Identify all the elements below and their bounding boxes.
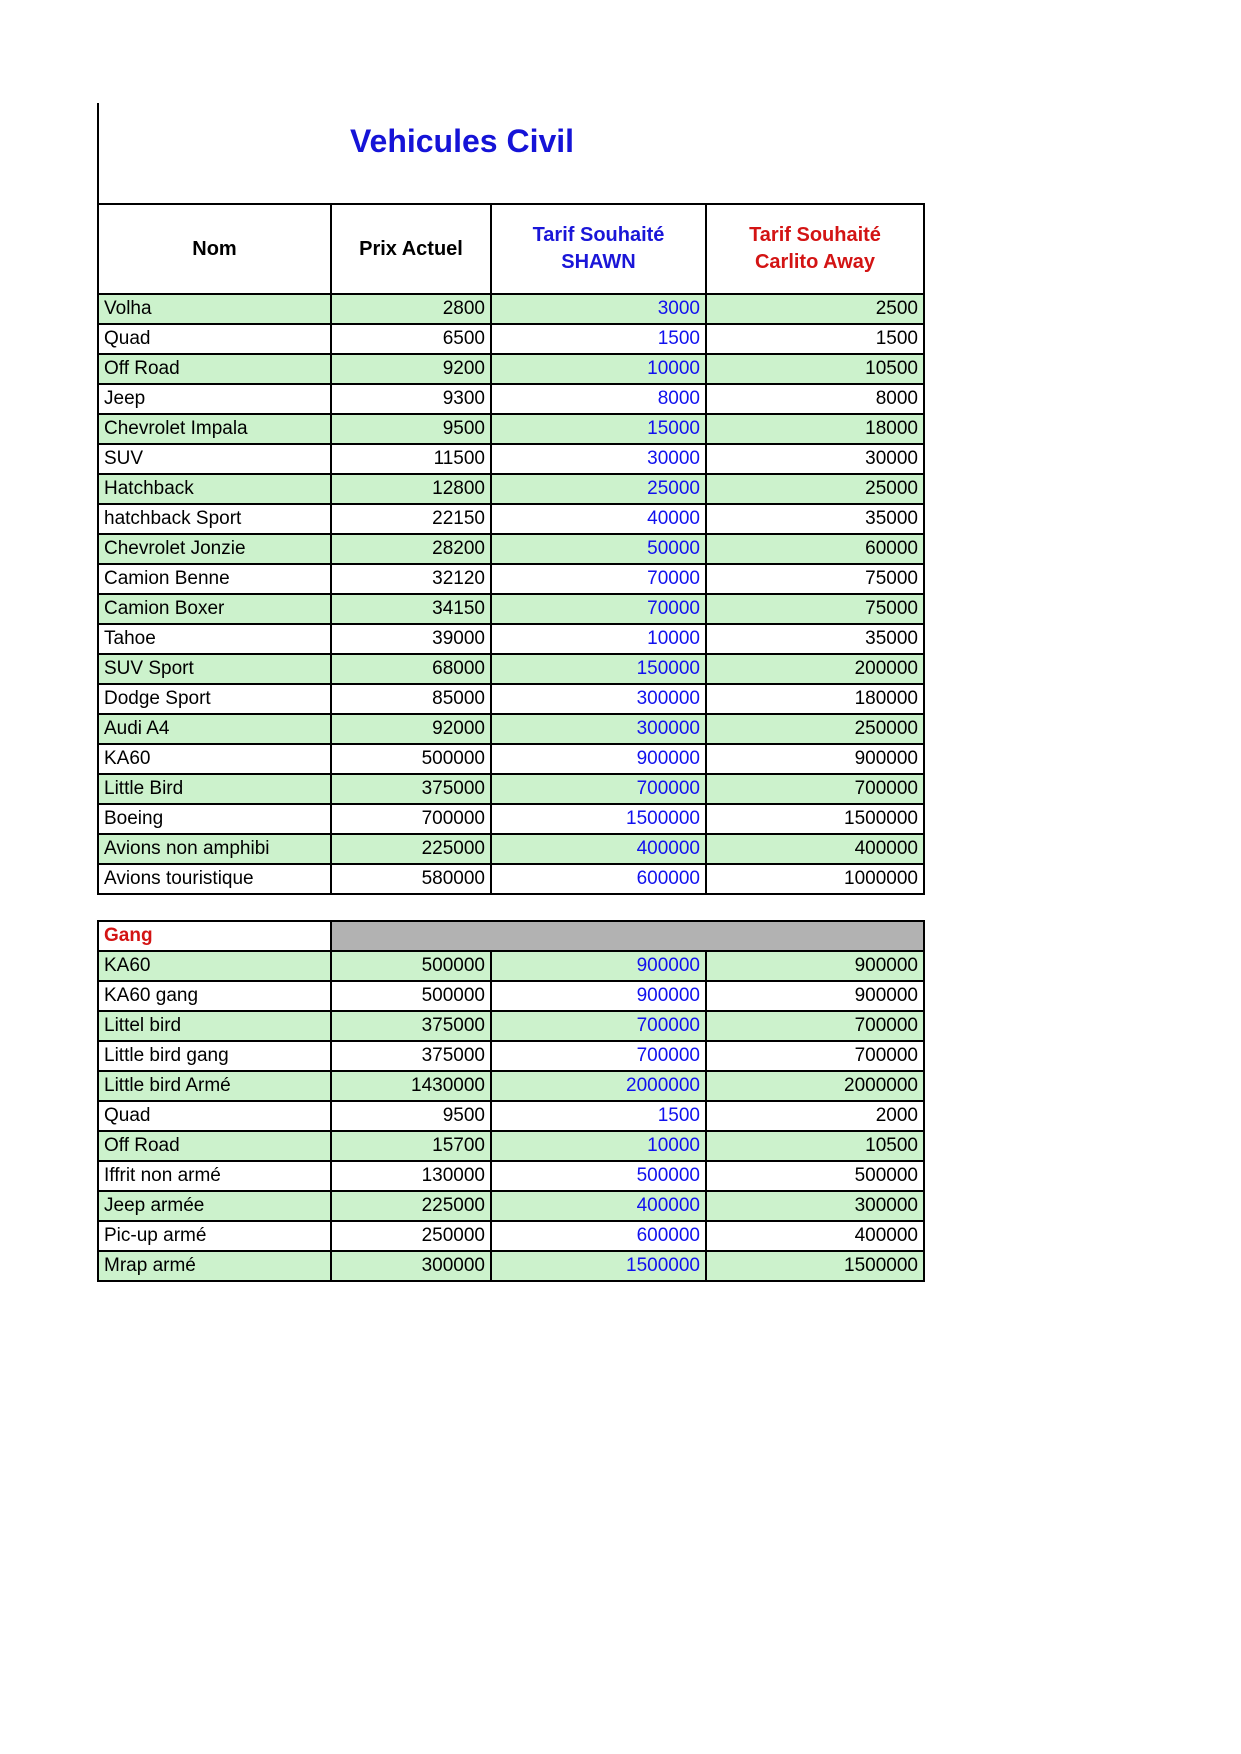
tarif-shawn-cell: 600000 <box>491 864 706 894</box>
tarif-carlito-cell: 700000 <box>706 774 924 804</box>
table-row <box>98 504 924 534</box>
tarif-carlito-cell: 10500 <box>706 1131 924 1161</box>
prix-cell: 500000 <box>331 981 491 1011</box>
nom-cell: Camion Boxer <box>98 594 331 624</box>
prix-cell: 225000 <box>331 834 491 864</box>
nom-cell: Volha <box>98 294 331 324</box>
prix-cell: 2800 <box>331 294 491 324</box>
column-header-tarif-carlito <box>706 204 924 294</box>
header-line: Prix Actuel <box>359 237 463 260</box>
table-row <box>98 714 924 744</box>
nom-cell: Avions touristique <box>98 864 331 894</box>
prix-cell: 375000 <box>331 1041 491 1071</box>
table-row <box>98 864 924 894</box>
tarif-shawn-cell: 10000 <box>491 624 706 654</box>
tarif-carlito-cell: 400000 <box>706 834 924 864</box>
tarif-shawn-cell: 10000 <box>491 1131 706 1161</box>
civil-table-body <box>98 294 924 894</box>
prix-cell: 130000 <box>331 1161 491 1191</box>
tarif-carlito-cell: 300000 <box>706 1191 924 1221</box>
table-row <box>98 1131 924 1161</box>
table-row <box>98 654 924 684</box>
prix-cell: 39000 <box>331 624 491 654</box>
nom-cell: Mrap armé <box>98 1251 331 1281</box>
tarif-shawn-cell: 10000 <box>491 354 706 384</box>
table-row <box>98 1011 924 1041</box>
tarif-carlito-cell: 1000000 <box>706 864 924 894</box>
nom-cell: Dodge Sport <box>98 684 331 714</box>
tarif-carlito-cell: 700000 <box>706 1011 924 1041</box>
tarif-shawn-cell: 25000 <box>491 474 706 504</box>
tarif-carlito-cell: 500000 <box>706 1161 924 1191</box>
nom-cell: SUV Sport <box>98 654 331 684</box>
nom-cell: Jeep <box>98 384 331 414</box>
nom-cell: Off Road <box>98 1131 331 1161</box>
tarif-carlito-cell: 75000 <box>706 594 924 624</box>
title-block <box>97 103 925 203</box>
tarif-shawn-cell: 900000 <box>491 744 706 774</box>
tarif-shawn-cell: 400000 <box>491 834 706 864</box>
nom-cell: Audi A4 <box>98 714 331 744</box>
tarif-carlito-cell: 2000000 <box>706 1071 924 1101</box>
nom-cell: Avions non amphibi <box>98 834 331 864</box>
tarif-carlito-cell: 900000 <box>706 951 924 981</box>
tarif-shawn-cell: 700000 <box>491 774 706 804</box>
header-line: Nom <box>192 237 237 260</box>
prix-cell: 9300 <box>331 384 491 414</box>
tarif-carlito-cell: 60000 <box>706 534 924 564</box>
table-row <box>98 324 924 354</box>
column-header-tarif-shawn <box>491 204 706 294</box>
tarif-shawn-cell: 300000 <box>491 684 706 714</box>
tarif-carlito-cell: 900000 <box>706 981 924 1011</box>
tarif-carlito-cell: 30000 <box>706 444 924 474</box>
nom-cell: Chevrolet Jonzie <box>98 534 331 564</box>
tarif-carlito-cell: 10500 <box>706 354 924 384</box>
header-line: Tarif Souhaité <box>532 224 665 246</box>
page-title: Vehicules Civil <box>349 123 575 159</box>
tarif-shawn-cell: 900000 <box>491 981 706 1011</box>
prix-cell: 700000 <box>331 804 491 834</box>
table-row <box>98 294 924 324</box>
nom-cell: Little bird Armé <box>98 1071 331 1101</box>
nom-cell: Pic-up armé <box>98 1221 331 1251</box>
nom-cell: Boeing <box>98 804 331 834</box>
table-row <box>98 981 924 1011</box>
header-line: SHAWN <box>561 251 636 273</box>
prix-cell: 32120 <box>331 564 491 594</box>
tarif-carlito-cell: 2500 <box>706 294 924 324</box>
tarif-shawn-cell: 1500000 <box>491 804 706 834</box>
gang-vehicles-table <box>97 920 925 1282</box>
table-row <box>98 1041 924 1071</box>
prix-cell: 300000 <box>331 1251 491 1281</box>
prix-cell: 9500 <box>331 414 491 444</box>
tarif-carlito-cell: 1500 <box>706 324 924 354</box>
header-row <box>98 204 924 294</box>
tarif-carlito-cell: 75000 <box>706 564 924 594</box>
table-row <box>98 1071 924 1101</box>
tarif-shawn-cell: 3000 <box>491 294 706 324</box>
nom-cell: Littel bird <box>98 1011 331 1041</box>
prix-cell: 11500 <box>331 444 491 474</box>
nom-cell: KA60 gang <box>98 981 331 1011</box>
tarif-shawn-cell: 900000 <box>491 951 706 981</box>
tarif-shawn-cell: 700000 <box>491 1011 706 1041</box>
table-row <box>98 384 924 414</box>
tarif-shawn-cell: 600000 <box>491 1221 706 1251</box>
table-row <box>98 564 924 594</box>
prix-cell: 580000 <box>331 864 491 894</box>
prix-cell: 375000 <box>331 774 491 804</box>
tarif-shawn-cell: 15000 <box>491 414 706 444</box>
prix-cell: 15700 <box>331 1131 491 1161</box>
gang-section-header-row <box>98 921 924 951</box>
prix-cell: 68000 <box>331 654 491 684</box>
tarif-carlito-cell: 1500000 <box>706 804 924 834</box>
table-row <box>98 594 924 624</box>
prix-cell: 225000 <box>331 1191 491 1221</box>
nom-cell: Jeep armée <box>98 1191 331 1221</box>
table-row <box>98 1101 924 1131</box>
nom-cell: Tahoe <box>98 624 331 654</box>
prix-cell: 22150 <box>331 504 491 534</box>
prix-cell: 375000 <box>331 1011 491 1041</box>
tarif-shawn-cell: 1500 <box>491 1101 706 1131</box>
nom-cell: Chevrolet Impala <box>98 414 331 444</box>
prix-cell: 500000 <box>331 951 491 981</box>
tarif-carlito-cell: 400000 <box>706 1221 924 1251</box>
table-row <box>98 1191 924 1221</box>
tarif-carlito-cell: 180000 <box>706 684 924 714</box>
column-header-nom <box>98 204 331 294</box>
tarif-shawn-cell: 1500 <box>491 324 706 354</box>
tarif-carlito-cell: 8000 <box>706 384 924 414</box>
nom-cell: Hatchback <box>98 474 331 504</box>
table-row <box>98 474 924 504</box>
table-row <box>98 774 924 804</box>
prix-cell: 250000 <box>331 1221 491 1251</box>
nom-cell: SUV <box>98 444 331 474</box>
tarif-shawn-cell: 500000 <box>491 1161 706 1191</box>
tarif-shawn-cell: 8000 <box>491 384 706 414</box>
tarif-carlito-cell: 25000 <box>706 474 924 504</box>
prix-cell: 1430000 <box>331 1071 491 1101</box>
table-row <box>98 354 924 384</box>
tarif-shawn-cell: 2000000 <box>491 1071 706 1101</box>
header-line: Tarif Souhaité <box>749 224 881 246</box>
tarif-shawn-cell: 1500000 <box>491 1251 706 1281</box>
nom-cell: hatchback Sport <box>98 504 331 534</box>
header-line: Carlito Away <box>754 251 876 273</box>
tarif-carlito-cell: 700000 <box>706 1041 924 1071</box>
tarif-shawn-cell: 50000 <box>491 534 706 564</box>
nom-cell: Quad <box>98 1101 331 1131</box>
tarif-carlito-cell: 250000 <box>706 714 924 744</box>
tarif-shawn-cell: 400000 <box>491 1191 706 1221</box>
tarif-shawn-cell: 70000 <box>491 594 706 624</box>
tarif-shawn-cell: 40000 <box>491 504 706 534</box>
nom-cell: KA60 <box>98 951 331 981</box>
prix-cell: 9500 <box>331 1101 491 1131</box>
table-row <box>98 804 924 834</box>
table-row <box>98 744 924 774</box>
table-row <box>98 534 924 564</box>
table-row <box>98 684 924 714</box>
table-row <box>98 444 924 474</box>
nom-cell: Off Road <box>98 354 331 384</box>
tarif-carlito-cell: 2000 <box>706 1101 924 1131</box>
gang-table-body <box>98 921 924 1281</box>
prix-cell: 500000 <box>331 744 491 774</box>
nom-cell: KA60 <box>98 744 331 774</box>
gang-section-label: Gang <box>98 921 331 951</box>
nom-cell: Little Bird <box>98 774 331 804</box>
prix-cell: 85000 <box>331 684 491 714</box>
prix-cell: 6500 <box>331 324 491 354</box>
table-row <box>98 1161 924 1191</box>
nom-cell: Camion Benne <box>98 564 331 594</box>
prix-cell: 92000 <box>331 714 491 744</box>
tarif-shawn-cell: 150000 <box>491 654 706 684</box>
prix-cell: 28200 <box>331 534 491 564</box>
gang-header-gray-fill <box>331 921 924 951</box>
table-row <box>98 414 924 444</box>
tarif-carlito-cell: 1500000 <box>706 1251 924 1281</box>
prix-cell: 12800 <box>331 474 491 504</box>
civil-table-header <box>98 204 924 294</box>
table-row <box>98 951 924 981</box>
nom-cell: Little bird gang <box>98 1041 331 1071</box>
table-row <box>98 624 924 654</box>
tarif-shawn-cell: 700000 <box>491 1041 706 1071</box>
tarif-shawn-cell: 300000 <box>491 714 706 744</box>
nom-cell: Iffrit non armé <box>98 1161 331 1191</box>
tarif-shawn-cell: 30000 <box>491 444 706 474</box>
tarif-carlito-cell: 200000 <box>706 654 924 684</box>
tarif-carlito-cell: 35000 <box>706 624 924 654</box>
table-row <box>98 1221 924 1251</box>
column-header-prix-actuel <box>331 204 491 294</box>
civil-vehicles-table <box>97 203 925 895</box>
prix-cell: 9200 <box>331 354 491 384</box>
prix-cell: 34150 <box>331 594 491 624</box>
table-row <box>98 1251 924 1281</box>
tarif-carlito-cell: 35000 <box>706 504 924 534</box>
nom-cell: Quad <box>98 324 331 354</box>
table-row <box>98 834 924 864</box>
tarif-carlito-cell: 900000 <box>706 744 924 774</box>
tarif-shawn-cell: 70000 <box>491 564 706 594</box>
tarif-carlito-cell: 18000 <box>706 414 924 444</box>
